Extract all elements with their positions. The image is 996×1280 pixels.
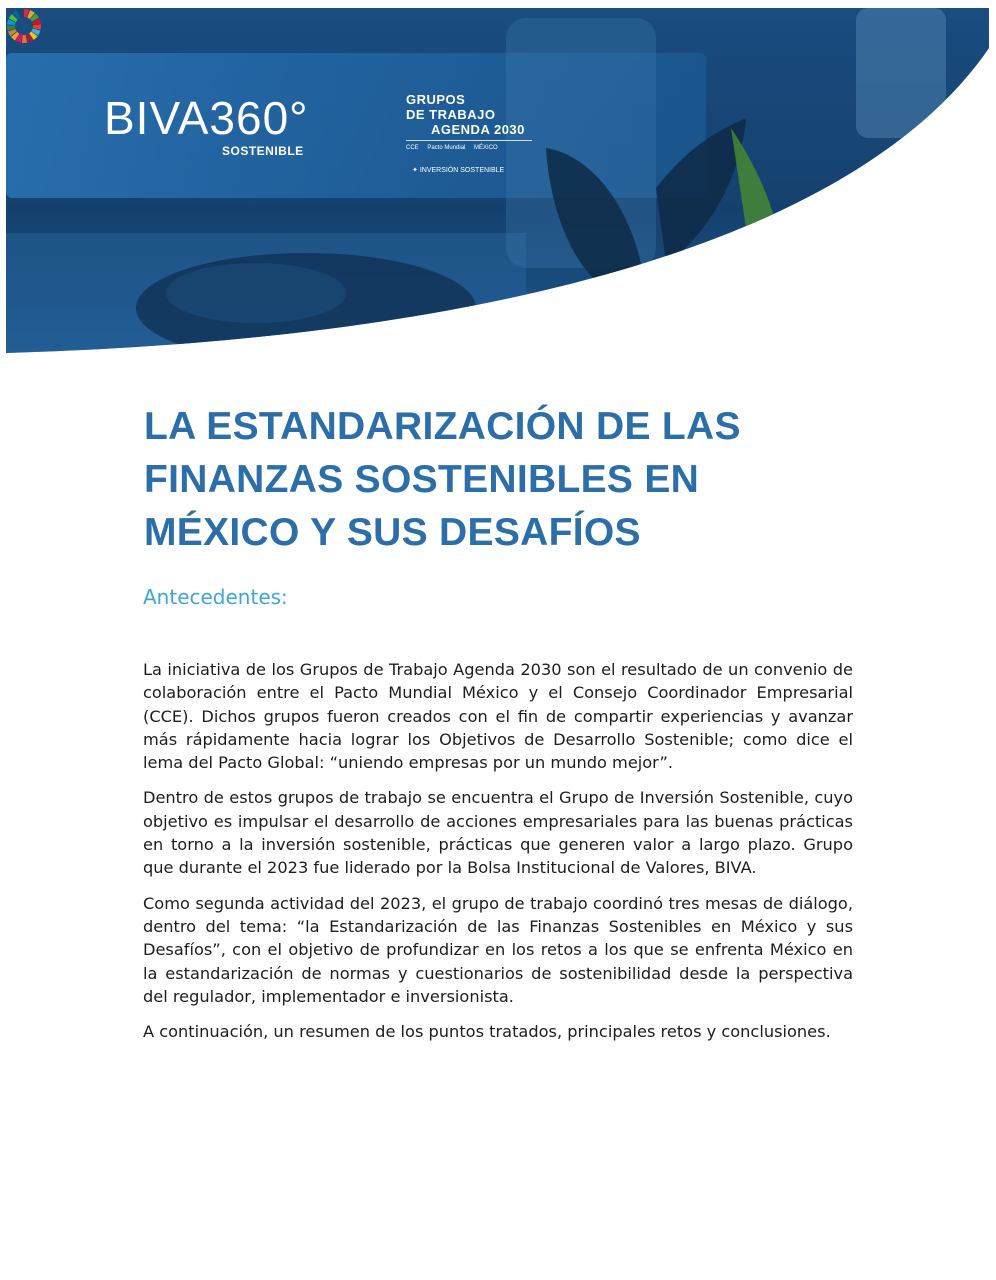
pacto-mundial-logo: Pacto Mundial [427, 145, 466, 151]
paragraph-4: A continuación, un resumen de los puntos tratados, principales retos y conclusiones. [143, 1022, 831, 1042]
people-icon: ✦ [412, 167, 420, 174]
title-line-2: FINANZAS SOSTENIBLES EN [144, 458, 700, 501]
paragraph-3: Como segunda actividad del 2023, el grupo de trabajo coordinó tres mesas de diálogo, dentro del tema: “la Estandarización de las Finanzas Sostenibles en México y sus Desafíos”, con el objetivo de profundizar en los retos a los que se enfrenta México en la estandarización de normas y cuestionarios de sostenibilidad desde la perspectiva del regulador, implementador e inversionista. [143, 893, 853, 1006]
paragraph-1: La iniciativa de los Grupos de Trabajo Agenda 2030 son el resultado de un convenio de colaboración entre el Pacto Mundial México y el Consejo Coordinador Empresarial (CCE). Dichos grupos fueron creados con el fin de compartir experiencias y avanzar más rápidamente hacia lograr los Objetivos de Desarrollo Sostenible; como dice el lema del Pacto Global: “uniendo empresas por un mundo mejor”. [143, 660, 853, 773]
brand-subtitle: SOSTENIBLE [222, 144, 304, 158]
partner-line-3: AGENDA 2030 [431, 122, 525, 137]
mexico-logo: MÉXICO [474, 145, 498, 151]
partner-divider [406, 140, 532, 141]
header-banner [6, 8, 989, 378]
document-title [144, 400, 864, 559]
partner-line-1: GRUPOS [406, 92, 466, 107]
title-line-3: MÉXICO Y SUS DESAFÍOS [144, 511, 641, 554]
partner-logo-row [406, 145, 505, 151]
program-label: INVERSIÓN SOSTENIBLE [419, 167, 505, 174]
banner-background [6, 8, 989, 378]
partner-line-2: DE TRABAJO [406, 107, 496, 122]
cce-logo: CCE [406, 145, 419, 151]
body-text [143, 658, 853, 1055]
section-heading: Antecedentes: [143, 585, 288, 609]
paragraph-2: Dentro de estos grupos de trabajo se encuentra el Grupo de Inversión Sostenible, cuyo objetivo es impulsar el desarrollo de acciones empresariales para las buenas prácticas en torno a la inversión sostenible, prácticas que generen valor a largo plazo. Grupo que durante el 2023 fue liderado por la Bolsa Institucional de Valores, BIVA. [143, 788, 853, 878]
sdg-wheel-icon [6, 8, 42, 44]
biva360-logo [104, 92, 309, 158]
brand-name: BIVA360° [104, 92, 309, 144]
document-page [6, 8, 989, 1280]
sdg-segment [22, 35, 27, 43]
inversion-sostenible-label [412, 166, 504, 174]
agenda-2030-logo [406, 92, 525, 174]
title-line-1: LA ESTANDARIZACIÓN DE LAS [144, 405, 741, 448]
